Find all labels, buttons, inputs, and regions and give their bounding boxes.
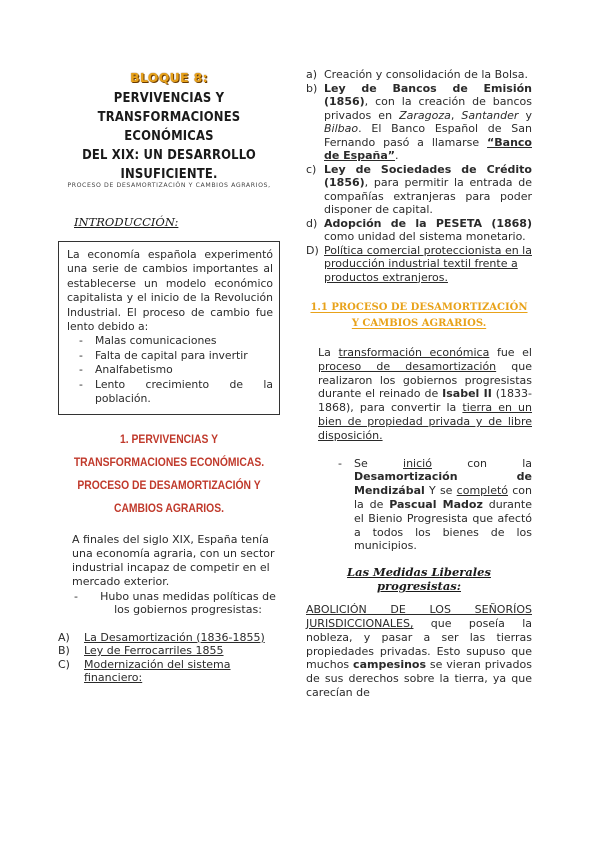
list-item: b) Ley de Bancos de Emisión (1856), con la creación de bancos privados en Zaragoza, Santander y Bilbao. El Banco Español de San Fernando pasó a llamarse “Banco de España”. [306, 81, 532, 162]
list-item: C) Modernización del sistema financiero: [58, 657, 231, 685]
list-item: D) Política comercial proteccionista en la producción industrial textil frente a productos extranjeros. [306, 243, 532, 284]
bloque-label: BLOQUE 8: [130, 70, 208, 85]
body-paragraph: ABOLICIÓN DE LOS SEÑORÍOS JURISDICCIONALES, que poseía la nobleza, y pasar a ser las tierras propiedades privadas. Esto supuso que muchos campesinos se vieran privados de sus derechos sobre la tierra, ya que carecían de [306, 603, 532, 699]
liberal-heading: Las Medidas Liberales progresistas: [347, 565, 491, 594]
section-heading: 1. PERVIVENCIAS Y TRANSFORMACIONES ECONÓMICAS. PROCESO DE DESAMORTIZACIÓN Y CAMBIOS AGRARIOS. [73, 434, 265, 516]
measures-list [58, 631, 280, 685]
financial-list [306, 68, 532, 284]
list-item: c) Ley de Sociedades de Crédito (1856), para permitir la entrada de compañías extranjeras para poder disponer de capital. [306, 162, 532, 216]
list-item: B) Ley de Ferrocarriles 1855 [58, 644, 224, 658]
list-item: - Analfabetismo [95, 363, 273, 377]
list-item: a) Creación y consolidación de la Bolsa. [306, 68, 528, 81]
body-paragraph: A finales del siglo XIX, España tenía una economía agraria, con un sector industrial incapaz de competir en el mercado exterior. [72, 533, 275, 588]
intro-box-text: La economía española experimentó una serie de cambios importantes al establecerse un modelo económico capitalista y el inicio de la Revolución Industrial. El proceso de cambio fue lento debido a: [67, 248, 273, 334]
list-item: - Lento crecimiento de la población. [95, 378, 273, 407]
intro-box-list [67, 334, 273, 406]
body-paragraph: La transformación económica fue el proceso de desamortización que realizaron los gobiernos progresistas durante el reinado de Isabel II (1833-1868), para convertir la tierra en un bien de propiedad privada y de libre disposición. [318, 346, 532, 442]
list-item: - Malas comunicaciones [95, 334, 273, 348]
subtitle: PROCESO DE DESAMORTIZACIÓN Y CAMBIOS AGRARIOS, [67, 182, 271, 189]
subsection-heading: 1.1 PROCESO DE DESAMORTIZACIÓN Y CAMBIOS AGRARIOS. [310, 302, 528, 329]
dash-item: - Hubo unas medidas políticas de los gobiernos progresistas: [74, 589, 276, 617]
list-item: A) La Desamortización (1836-1855) [58, 630, 265, 644]
left-column [58, 68, 280, 685]
intro-box [58, 241, 280, 415]
dash-item: - Se inició con la Desamortización de Mendizábal Y se completó con la de Pascual Madoz durante el Bienio Progresista que afectó a todos los bienes de los municipios. [338, 456, 532, 553]
page-title: PERVIVENCIAS Y TRANSFORMACIONES ECONÓMICAS DEL XIX: UN DESARROLLO INSUFICIENTE. [82, 90, 256, 182]
right-column [306, 68, 532, 700]
list-item: - Falta de capital para invertir [95, 349, 273, 363]
list-item: d) Adopción de la PESETA (1868) como unidad del sistema monetario. [306, 216, 532, 243]
intro-heading: INTRODUCCIÓN: [74, 215, 179, 229]
